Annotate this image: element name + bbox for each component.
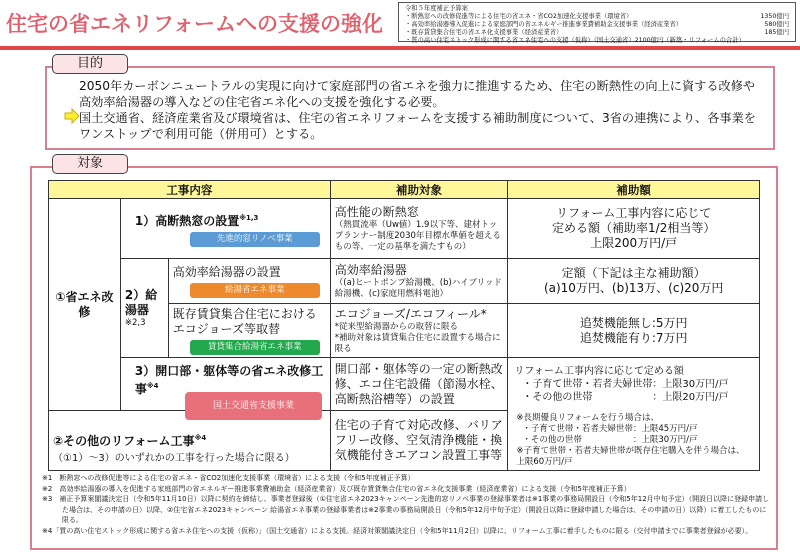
footnote-ref: ※1,3 [239,213,259,222]
budget-item: ・既存賃貸集合住宅の省エネ化支援事業（経済産業省） 185億円 [405,29,789,36]
target-cell: 開口部・躯体等の一定の断熱改修、エコ住宅設備（節湯水栓、高断熱浴槽等）の設置 [330,358,508,411]
target-title: 高性能の断熱窓 [334,204,419,219]
budget-heading: 令和５年度補正予算案 [405,5,468,12]
badge-mlit-support: 国土交通省支援事業 [185,392,322,420]
target-cell: エコジョーズ/エコフィール* *従来型給湯器からの取替に限る *補助対象は賃貸集合住宅に設置する場合に限る [330,304,508,358]
budget-item: ・高効率給湯器導入促進による家庭部門の省エネルギー推進事業費補助金支援事業（経済産業省） 580億円 [405,21,789,28]
category-energy-retrofit: ①省エネ改修 [49,199,121,411]
work-window: 1）高断熱窓の設置 [134,213,240,228]
target-detail: （熱貫流率（Uw値）1.9以下等、建材トップランナー制度2030年目標水準値を超えるもの等、一定の基準を満たすもの） [334,219,501,252]
footnote: ※3 補正予算案閣議決定日（令和5年11月10日）以降に契約を締結し、事業者登録後（①住宅省エネ2023キャンペーン先進的窓リノベ事業の登録事業者は※1事業の事務局開設日（令和5年12月中旬予定）（開設日以降に登録申請した場合は、その申請の日）以降、②住宅省エネ2023キャンペーン 給湯省エネ事業の登録事業者は※2事業の事務局開設日（令和5年12月中旬予定）（開設日以降に登録申請した場合は、その申請の日）以降）に着工したものに限る。 [42,495,770,524]
purpose-text-1: 2050年カーボンニュートラルの実現に向けて家庭部門の省エネを強力に推進するため、住宅の断熱性の向上に資する改修や高効率給湯器の導入などの住宅省エネ化への支援を強化する必要。 [79,79,756,109]
target-cell: 高効率給湯器 （(a)ヒートポンプ給湯機、(b)ハイブリッド給湯機、(c)家庭用燃料電池） [330,259,508,304]
work-cell: 3）開口部・躯体等の省エネ改修工事$^{※4}$ [120,358,330,411]
title-underline [0,46,800,50]
work-cell: 既存賃貸集合住宅におけるエコジョーズ等取替 賃貸集合給湯省エネ事業 [168,304,330,358]
target-cell [330,199,508,259]
footnotes [42,473,772,536]
footnote: ※2 高効率給湯器の導入を促進する家庭部門の省エネルギー推進事業費補助金（経済産業省）及び既存賃貸集合住宅の省エネ化支援事業（経済産業省）による支援（令和5年度補正予算） [42,484,631,493]
badge-rental-water-heater: 賃貸集合給湯省エネ事業 [190,340,320,355]
amount-other: ※長期優良リフォームを行う場合は、 ・子育て世帯・若者夫婦世帯：上限45万円/戸 ・その他の世帯 ：上限30万円/戸 ※子育て世帯・若者夫婦世帯が既存住宅購入を伴う場合は、上限60万円/戸 [508,411,760,471]
purpose-text-2: 国土交通省、経済産業省及び環境省は、住宅の省エネリフォームを支援する補助制度について、3省の連携により、各事業をワンストップで利用可能（併用可）とする。 [79,111,756,141]
badge-water-heater: 給湯省エネ事業 [190,283,320,298]
header-amount: 補助額 [508,181,760,199]
amount-opening: リフォーム工事内容に応じて定める額 ・子育て世帯・若者夫婦世帯：上限30万円/戸 ・その他の世帯 ：上限20万円/戸 [508,358,760,411]
budget-box [398,2,796,42]
header-target: 補助対象 [330,181,508,199]
page-title: 住宅の省エネリフォームへの支援の強化 [6,12,383,36]
budget-item: ・断熱窓への改修促進等による住宅の省エネ・省CO2加速化支援事業（環境省） 1350億円 [405,13,789,20]
category-water-heater: 2）給湯器 ※2,3 [120,259,168,358]
amount-window: リフォーム工事内容に応じて 定める額（補助率1/2相当等） 上限200万円/戸 [508,199,760,259]
badge-window-renovation: 先進的窓リノベ事業 [190,232,320,247]
subsidy-table [48,180,760,471]
target-tab: 対象 [52,154,128,174]
amount-rental: 追焚機能無し:5万円 追焚機能有り:7万円 [508,304,760,358]
footnote: ※1 断熱窓への改修促進等による住宅の省エネ・省CO2加速化支援事業（環境省）による支援（令和5年度補正予算） [42,474,415,482]
budget-item: ・質の高い住宅ストック形成に関する省エネ住宅への支援（仮称）（国土交通省）2100億円（新築・リフォームの合計） [405,37,745,44]
purpose-box [45,66,775,150]
amount-water-heater: 定額（下記は主な補助額） (a)10万円、(b)13万、(c)20万円 [508,259,760,304]
work-cell: 高効率給湯器の設置 給湯省エネ事業 [168,259,330,304]
arrow-right-icon [64,108,80,124]
work-cell [120,199,330,259]
purpose-tab: 目的 [52,54,128,74]
footnote: ※4「質の高い住宅ストック形成に関する省エネ住宅への支援（仮称）」（国土交通省）による支援。経済対策閣議決定日（令和5年11月2日）以降に、リフォーム工事に着手したものに限る（交付申請までに事業者登録が必要）。 [42,526,753,535]
work-cell: ②その他のリフォーム工事$^{※4}$ （①1）～3）のいずれかの工事を行った場合に限る） [49,411,331,471]
header-work: 工事内容 [49,181,331,199]
target-cell: 住宅の子育て対応改修、バリアフリー改修、空気清浄機能・換気機能付きエアコン設置工事等 [330,411,508,471]
work-other: ②その他のリフォーム工事 [53,434,195,448]
